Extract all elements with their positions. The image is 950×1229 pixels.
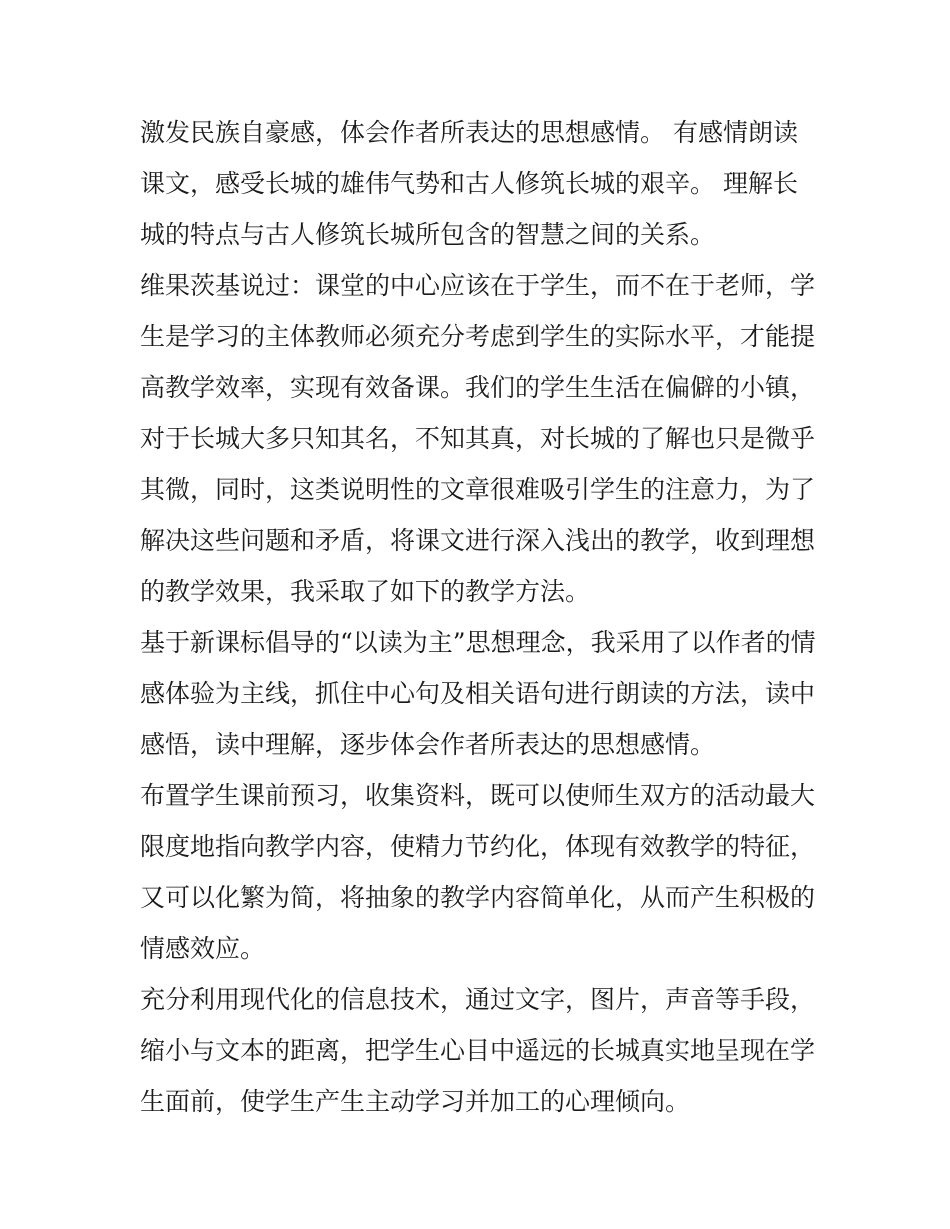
text-line: 其微，同时，这类说明性的文章很难吸引学生的注意力，为了 — [140, 475, 816, 504]
text-line: 充分利用现代化的信息技术，通过文字，图片，声音等手段， — [140, 985, 816, 1014]
text-line: 又可以化繁为简，将抽象的教学内容简单化，从而产生积极的 — [140, 883, 816, 912]
paragraph — [140, 974, 820, 1127]
text-line: 生是学习的主体教师必须充分考虑到学生的实际水平，才能提 — [140, 322, 816, 351]
text-line: 感体验为主线，抓住中心句及相关语句进行朗读的方法，读中 — [140, 679, 816, 708]
paragraph — [140, 770, 820, 974]
text-line: 的教学效果，我采取了如下的教学方法。 — [140, 577, 591, 606]
paragraph — [140, 260, 820, 617]
document-body — [140, 107, 820, 1127]
text-line: 感悟，读中理解，逐步体会作者所表达的思想感情。 — [140, 730, 716, 759]
text-line: 情感效应。 — [140, 934, 266, 963]
paragraph — [140, 617, 820, 770]
text-line: 课文，感受长城的雄伟气势和古人修筑长城的艰辛。 理解长 — [140, 169, 798, 198]
text-line: 缩小与文本的距离，把学生心目中遥远的长城真实地呈现在学 — [140, 1036, 816, 1065]
text-line: 布置学生课前预习，收集资料，既可以使师生双方的活动最大 — [140, 781, 816, 810]
text-line: 基于新课标倡导的“以读为主”思想理念，我采用了以作者的情 — [140, 628, 816, 657]
text-line: 维果茨基说过：课堂的中心应该在于学生，而不在于老师，学 — [140, 271, 816, 300]
text-line: 解决这些问题和矛盾，将课文进行深入浅出的教学，收到理想 — [140, 526, 816, 555]
text-line: 限度地指向教学内容，使精力节约化，体现有效教学的特征， — [140, 832, 816, 861]
text-line: 高教学效率，实现有效备课。我们的学生生活在偏僻的小镇， — [140, 373, 816, 402]
text-line: 城的特点与古人修筑长城所包含的智慧之间的关系。 — [140, 220, 716, 249]
text-line: 生面前，使学生产生主动学习并加工的心理倾向。 — [140, 1087, 691, 1116]
text-line: 激发民族自豪感，体会作者所表达的思想感情。 有感情朗读 — [140, 118, 798, 147]
text-line: 对于长城大多只知其名，不知其真，对长城的了解也只是微乎 — [140, 424, 816, 453]
paragraph — [140, 107, 820, 260]
